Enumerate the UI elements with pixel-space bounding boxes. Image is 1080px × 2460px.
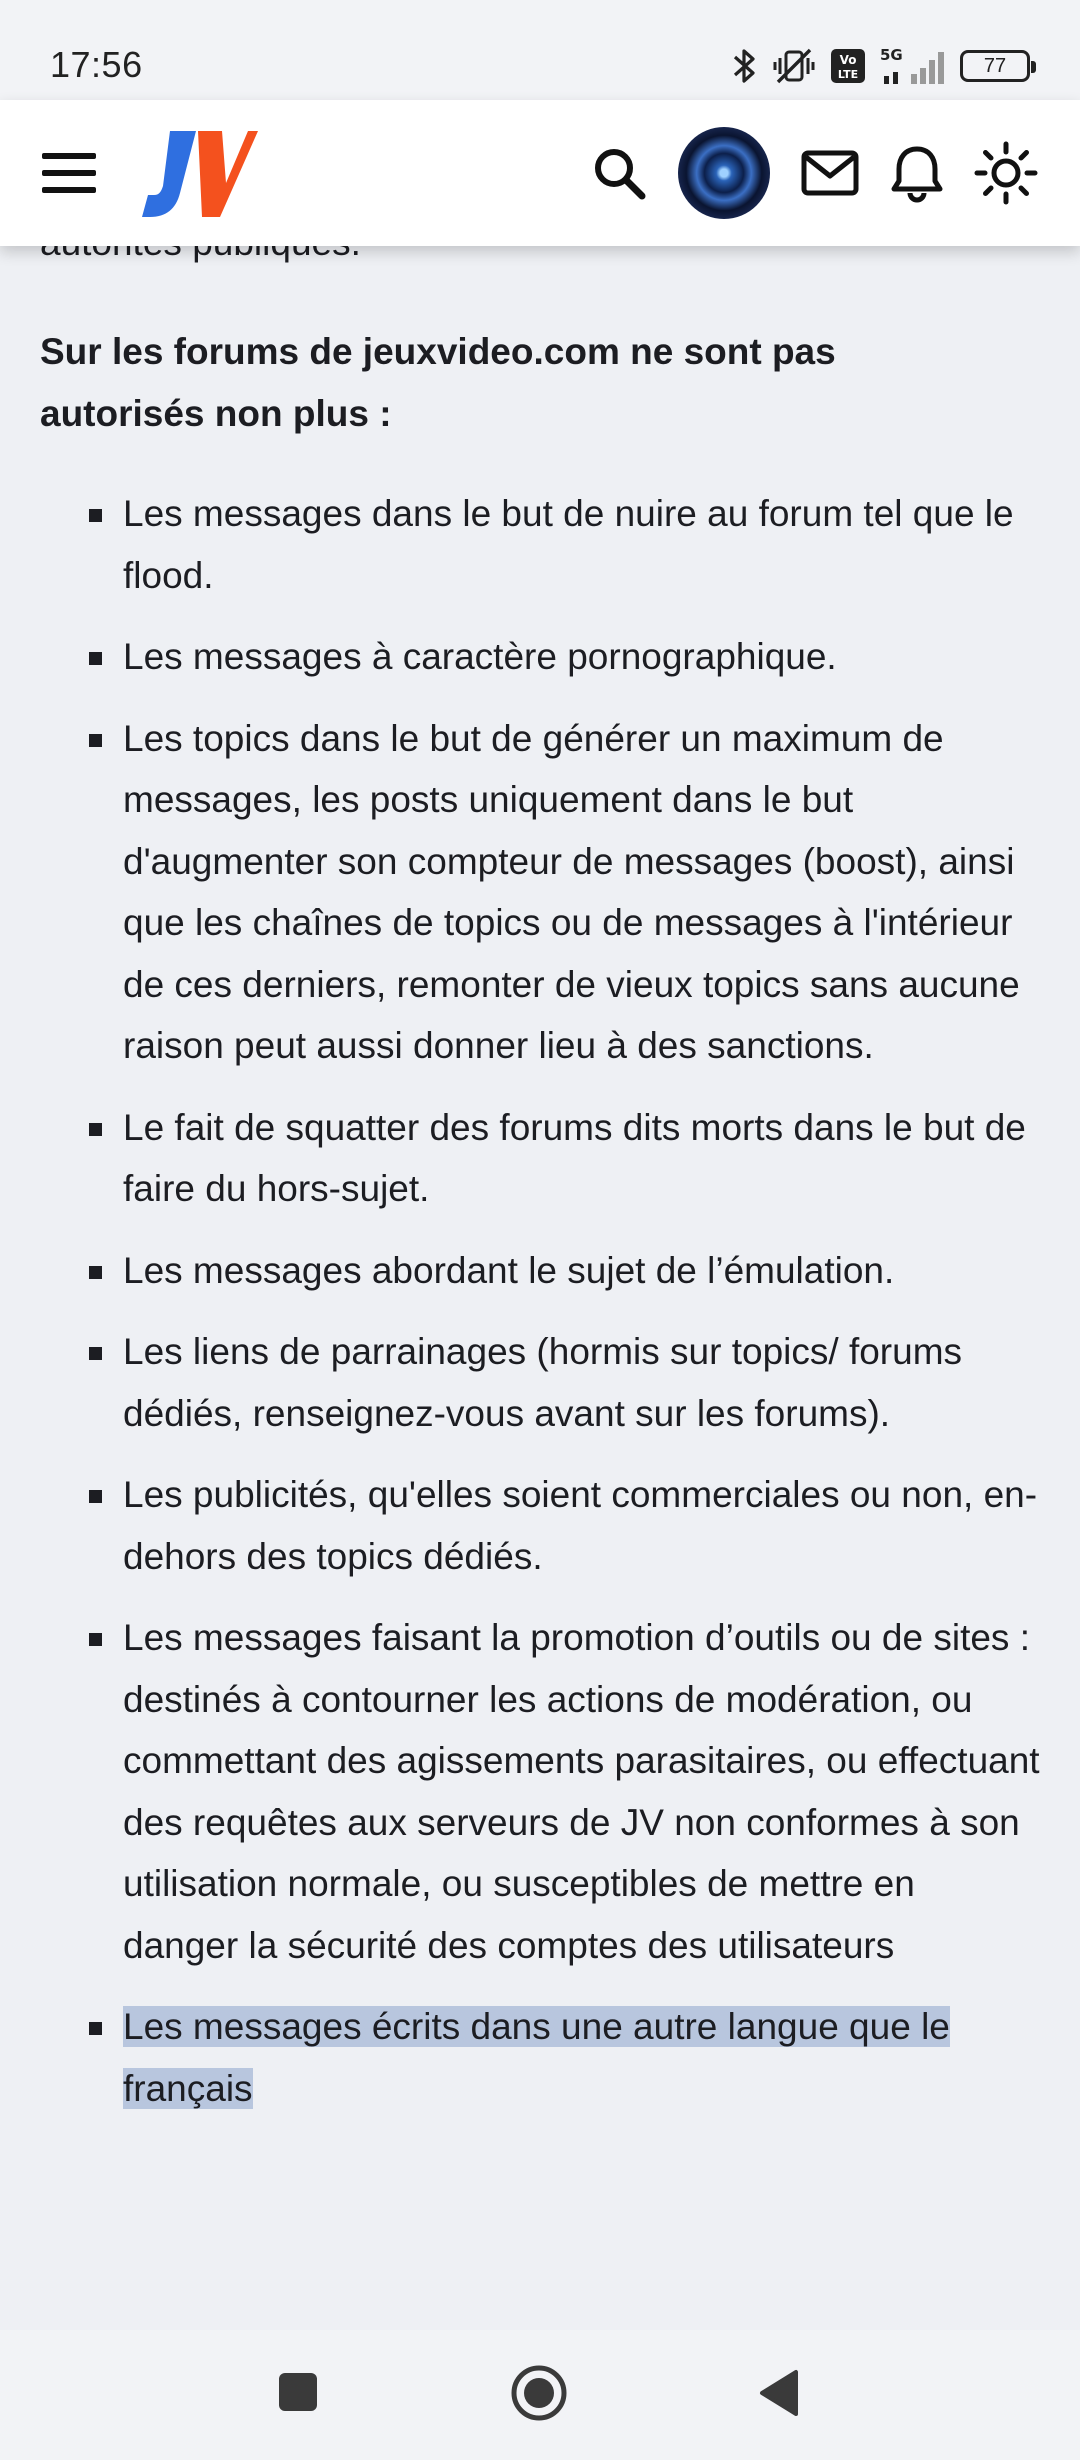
bullet-marker [89, 1490, 102, 1503]
list-item [40, 483, 1040, 606]
search-icon[interactable] [590, 144, 648, 202]
battery-icon [960, 50, 1030, 82]
bullet-marker [89, 652, 102, 665]
rule-text: Les publicités, qu'elles soient commerciales ou non, en-dehors des topics dédiés. [123, 1474, 1038, 1577]
status-bar [0, 0, 1080, 100]
mute-vibrate-icon [772, 46, 816, 86]
list-item [40, 1240, 1040, 1302]
user-avatar[interactable] [678, 127, 770, 219]
svg-text:5G: 5G [880, 46, 903, 64]
svg-text:LTE: LTE [837, 68, 859, 81]
selected-rule-text[interactable]: Les messages écrits dans une autre langue que le français [123, 2006, 950, 2109]
bullet-marker [89, 509, 102, 522]
home-button[interactable] [509, 2363, 569, 2423]
jv-logo[interactable] [140, 125, 260, 221]
charter-content [0, 246, 1080, 2330]
list-item [40, 1607, 1040, 1976]
bullet-marker [89, 734, 102, 747]
mail-icon[interactable] [800, 148, 860, 198]
signal-5g-icon [880, 46, 946, 86]
rule-text: Les liens de parrainages (hormis sur topics/ forums dédiés, renseignez-vous avant sur les forums). [123, 1331, 963, 1434]
back-triangle-icon [756, 2368, 800, 2418]
rules-list [40, 483, 1040, 2119]
bluetooth-icon [732, 46, 758, 86]
list-item [40, 1464, 1040, 1587]
bullet-marker [89, 1347, 102, 1360]
list-item [40, 708, 1040, 1077]
list-item [40, 1097, 1040, 1220]
recent-apps-button[interactable] [276, 2370, 320, 2414]
header-actions [590, 127, 1038, 219]
back-button[interactable] [756, 2368, 800, 2418]
bullet-marker [89, 1633, 102, 1646]
home-circle-icon [509, 2363, 569, 2423]
rule-text: Les messages à caractère pornographique. [123, 636, 837, 677]
section-title: Sur les forums de jeuxvideo.com ne sont pas autorisés non plus : [40, 331, 836, 434]
rule-text: Les messages dans le but de nuire au forum tel que le flood. [123, 493, 1014, 596]
rule-text: Les messages faisant la promotion d’outils ou de sites : destinés à contourner les actions de modération, ou commettant des agissements parasitaires, ou effectuant des requêtes aux serveurs de JV non conformes à son utilisation normale, ou susceptibles de mettre en danger la sécurité des comptes des utilisateurs [123, 1617, 1040, 1966]
square-icon [276, 2370, 320, 2414]
list-item-selected [40, 1996, 1040, 2119]
rule-text: Les topics dans le but de générer un maximum de messages, les posts uniquement dans le but d'augmenter son compteur de messages (boost), ainsi que les chaînes de topics ou de messages à l'intérieur de ces derniers, remonter de vieux topics sans aucune raison peut aussi donner lieu à des sanctions. [123, 717, 1020, 1066]
status-icons [732, 46, 1030, 86]
theme-toggle-sun-icon[interactable] [974, 141, 1038, 205]
site-header [0, 100, 1080, 246]
bullet-marker [89, 1123, 102, 1136]
bullet-marker [89, 2022, 102, 2035]
bell-icon[interactable] [890, 143, 944, 203]
list-item [40, 1321, 1040, 1444]
hamburger-menu-icon[interactable] [42, 153, 96, 193]
svg-text:Vo: Vo [839, 53, 857, 67]
rule-text: Le fait de squatter des forums dits morts dans le but de faire du hors-sujet. [123, 1106, 1026, 1209]
battery-level: 77 [983, 54, 1007, 77]
status-time: 17:56 [50, 44, 143, 85]
volte-icon [830, 48, 866, 84]
system-nav-bar [0, 2330, 1080, 2460]
list-item [40, 626, 1040, 688]
bullet-marker [89, 1266, 102, 1279]
rule-text: Les messages abordant le sujet de l’émulation. [123, 1249, 895, 1291]
